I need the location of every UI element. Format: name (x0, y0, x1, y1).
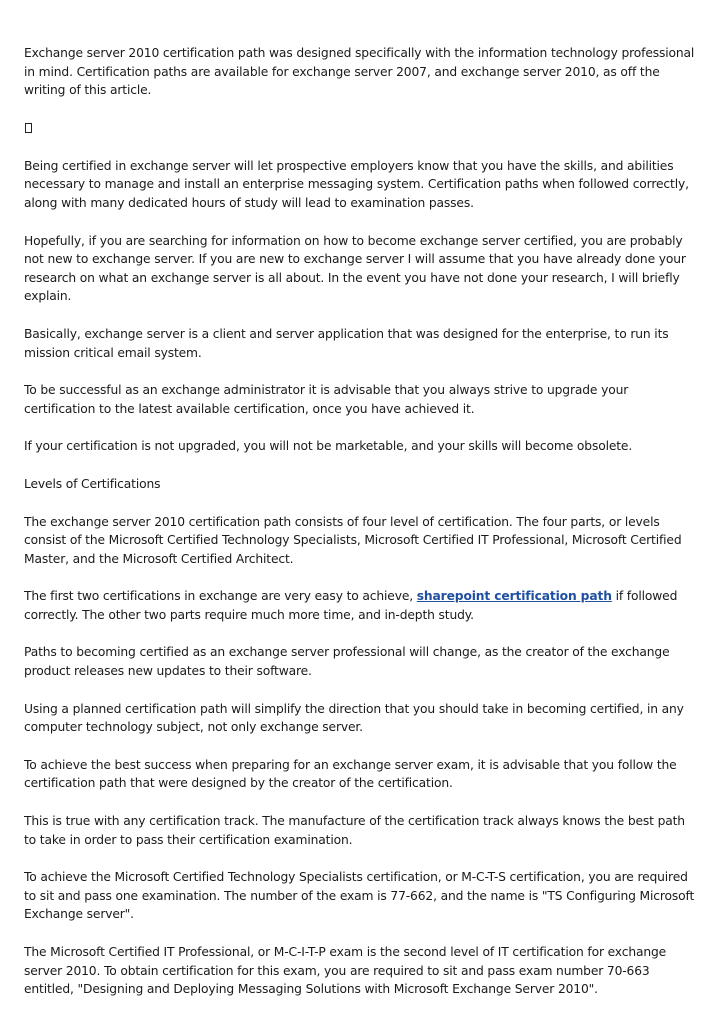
article-body (24, 44, 700, 1018)
paragraph-successful-admin: To be successful as an exchange administrator it is advisable that you always strive to upgrade your certification to the latest available certification, once you have achieved it. (24, 383, 629, 416)
paragraph-mcts: To achieve the Microsoft Certified Technology Specialists certification, or M-C-T-S certification, you are required to sit and pass one examination. The number of the exam is 77-662, and the name is "TS Configuring Microsoft Exchange server". (24, 870, 695, 922)
paragraph-basically: Basically, exchange server is a client and server application that was designed for the enterprise, to run its mission critical email system. (24, 326, 669, 360)
paragraph-paths-change: Paths to becoming certified as an exchange server professional will change, as the creator of the exchange product releases new updates to their software. (24, 645, 670, 679)
paragraph-mcitp: The Microsoft Certified IT Professional, or M-C-I-T-P exam is the second level of IT certification for exchange server 2010. To obtain certification for this exam, you are required to sit and pass exam number 70-663 entitled, "Designing and Deploying Messaging Solutions with Microsoft Exchange Server 2010". (24, 945, 667, 997)
heading-levels-of-certifications: Levels of Certifications (24, 476, 161, 491)
missing-glyph-icon (25, 123, 32, 133)
missing-glyph-line (24, 119, 700, 138)
paragraph-any-track: This is true with any certification track. The manufacture of the certification track always knows the best path to take in order to pass their certification examination. (24, 814, 685, 847)
paragraph-being-certified: Being certified in exchange server will let prospective employers know that you have the skills, and abilities necessary to manage and install an enterprise messaging system. Certification paths when followed correctly, along with many dedicated hours of study will lead to examination passes. (24, 158, 689, 210)
paragraph-first-two-end: if followed correctly. The other two parts require much more time, and in-depth study. (24, 589, 678, 622)
paragraph-hopefully: Hopefully, if you are searching for information on how to become exchange server certified, you are probably not new to exchange server. If you are new to exchange server I will assume that you have already done your research on what an exchange server is all about. In the event you have not done your research, I will briefly explain. (24, 233, 686, 304)
paragraph-not-upgraded: If your certification is not upgraded, you will not be marketable, and your skills will become obsolete. (24, 439, 633, 454)
paragraph-four-levels: The exchange server 2010 certification path consists of four level of certification. The four parts, or levels consist of the Microsoft Certified Technology Specialists, Microsoft Certified IT Professional, Microsoft Certified Master, and the Microsoft Certified Architect. (24, 514, 682, 566)
paragraph-best-success: To achieve the best success when preparing for an exchange server exam, it is advisable that you follow the certification path that were designed by the creator of the certification. (24, 757, 677, 791)
paragraph-planned-path: Using a planned certification path will simplify the direction that you should take in becoming certified, in any computer technology subject, not only exchange server. (24, 701, 684, 735)
sharepoint-certification-link[interactable]: sharepoint certification path (416, 589, 612, 604)
paragraph-first-two (24, 587, 700, 624)
paragraph-intro: Exchange server 2010 certification path was designed specifically with the information technology professional in mind. Certification paths are available for exchange server 2007, and exchange server 2010, as off the writing of this article. (24, 46, 695, 98)
paragraph-first-two-start: The first two certifications in exchange are very easy to achieve, (24, 589, 417, 604)
